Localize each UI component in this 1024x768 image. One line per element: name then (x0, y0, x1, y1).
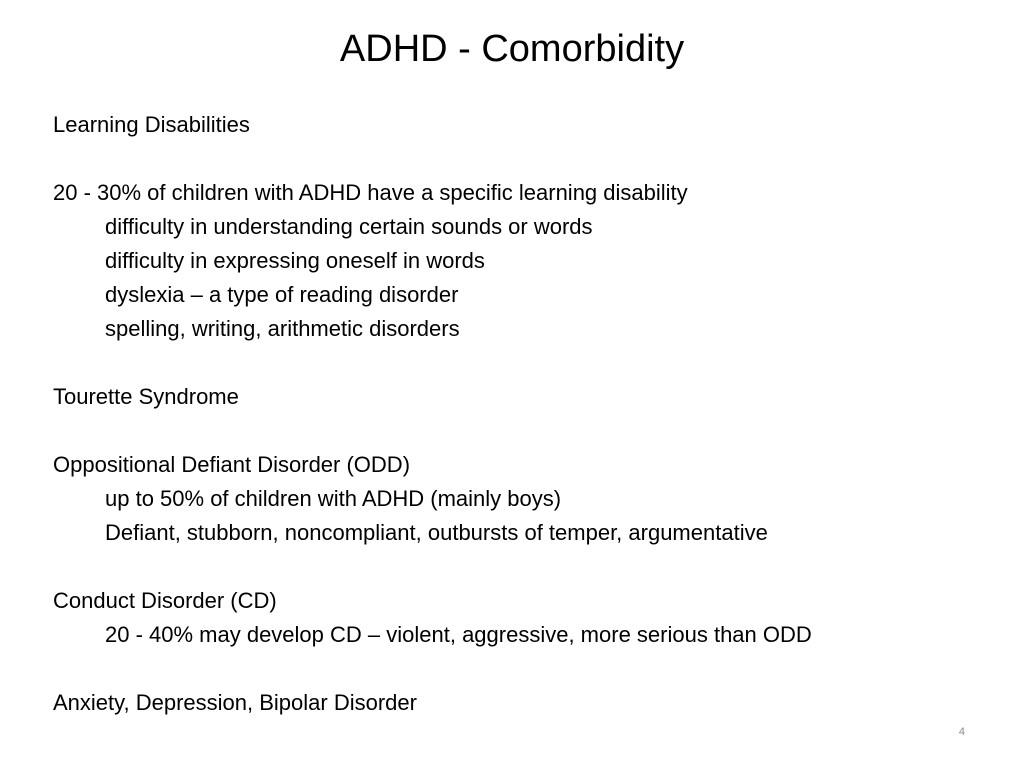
list-item: difficulty in understanding certain sounds or words (105, 214, 593, 239)
section-heading-conduct-disorder: Conduct Disorder (CD) (53, 588, 277, 613)
blank-line (53, 346, 993, 380)
slide-body (53, 108, 993, 720)
blank-line (53, 550, 993, 584)
list-item: 20 - 40% may develop CD – violent, aggressive, more serious than ODD (105, 622, 812, 647)
section-heading-mood-disorders: Anxiety, Depression, Bipolar Disorder (53, 690, 417, 715)
list-item: dyslexia – a type of reading disorder (105, 282, 459, 307)
slide-number: 4 (958, 726, 965, 738)
blank-line (53, 652, 993, 686)
list-item: up to 50% of children with ADHD (mainly boys) (105, 486, 562, 511)
section-heading-learning-disabilities: Learning Disabilities (53, 112, 250, 137)
section-heading-odd: Oppositional Defiant Disorder (ODD) (53, 452, 411, 477)
blank-line (53, 414, 993, 448)
blank-line (53, 142, 993, 176)
learning-disability-stat: 20 - 30% of children with ADHD have a specific learning disability (53, 180, 688, 205)
list-item: difficulty in expressing oneself in words (105, 248, 485, 273)
list-item: spelling, writing, arithmetic disorders (105, 316, 460, 341)
section-heading-tourette: Tourette Syndrome (53, 384, 239, 409)
slide-title: ADHD - Comorbidity (339, 28, 685, 70)
list-item: Defiant, stubborn, noncompliant, outbursts of temper, argumentative (105, 520, 768, 545)
